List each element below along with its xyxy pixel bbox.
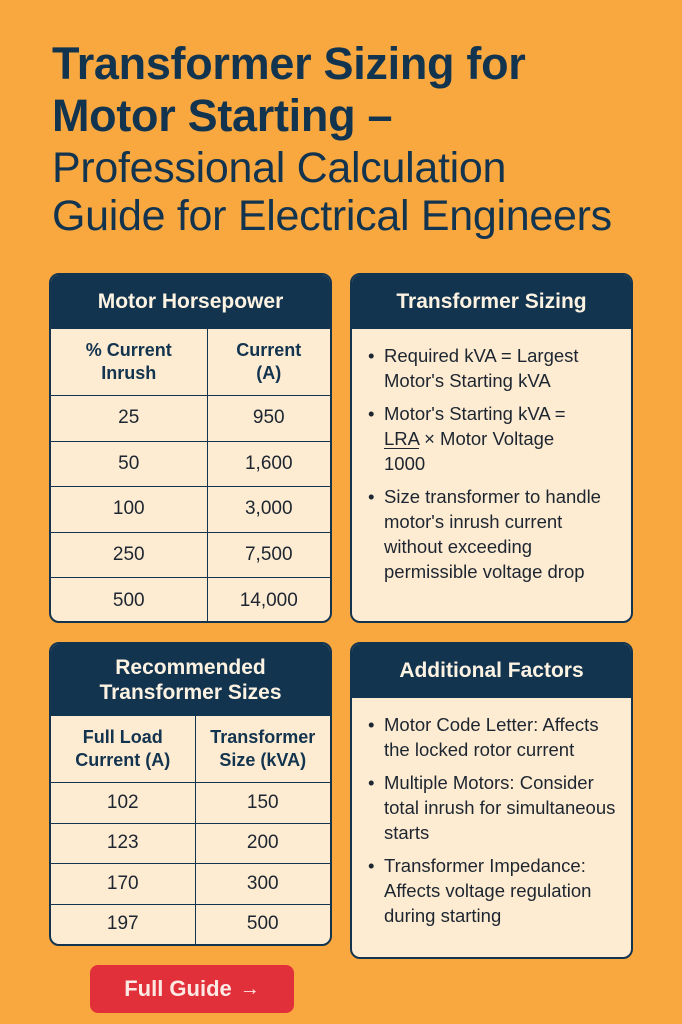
table-row — [51, 441, 330, 487]
cell-transformer-size: 300 — [195, 864, 330, 905]
transformer-sizing-card — [350, 273, 633, 623]
page-subtitle — [52, 144, 682, 240]
subtitle-line-2: Guide for Electrical Engineers — [52, 192, 612, 240]
page-title-block — [52, 38, 682, 240]
page-title — [52, 38, 682, 142]
recommended-sizes-card — [49, 642, 332, 946]
additional-factors-card — [350, 642, 633, 959]
cell-current: 7,500 — [207, 532, 330, 578]
arrow-right-icon: → — [239, 977, 260, 1000]
transformer-sizing-list — [352, 329, 631, 584]
additional-factors-list — [352, 698, 631, 928]
table-row — [51, 578, 330, 623]
cell-current: 1,600 — [207, 441, 330, 487]
additional-factors-header: Additional Factors — [352, 644, 631, 698]
cell-inrush: 50 — [51, 441, 207, 487]
subtitle-line-1: Professional Calculation — [52, 144, 507, 192]
cell-inrush: 250 — [51, 532, 207, 578]
motor-horsepower-table — [51, 329, 330, 623]
table-row — [51, 783, 330, 824]
full-guide-button[interactable] — [90, 965, 294, 1013]
column-header-full-load-current: Full Load Current (A) — [51, 716, 195, 783]
cell-current: 3,000 — [207, 487, 330, 533]
list-item: • Motor Code Letter: Affects the locked rotor current — [362, 712, 623, 762]
table-row — [51, 396, 330, 442]
cell-inrush: 500 — [51, 578, 207, 623]
cell-transformer-size: 500 — [195, 904, 330, 944]
cell-full-load-current: 170 — [51, 864, 195, 905]
table-row — [51, 487, 330, 533]
table-row — [51, 864, 330, 905]
list-item: • Required kVA = Largest Motor's Starting kVA — [362, 343, 623, 393]
cell-current: 14,000 — [207, 578, 330, 623]
list-item: • Transformer Impedance: Affects voltage regulation during starting — [362, 853, 623, 928]
formula-numerator-rest: × Motor Voltage — [418, 428, 555, 449]
column-header-inrush: % Current Inrush — [51, 329, 207, 396]
column-header-current: Current (A) — [207, 329, 330, 396]
full-guide-label: Full Guide — [124, 976, 232, 1001]
cell-full-load-current: 123 — [51, 823, 195, 864]
formula-denominator: 1000 — [384, 453, 426, 474]
table-header-row — [51, 716, 330, 783]
cell-inrush: 100 — [51, 487, 207, 533]
table-header-row — [51, 329, 330, 396]
recommended-sizes-header: Recommended Transformer Sizes — [51, 644, 330, 716]
motor-horsepower-header: Motor Horsepower — [51, 275, 330, 329]
table-row — [51, 904, 330, 944]
formula-label: Motor's Starting kVA = — [384, 403, 566, 424]
list-item: • Size transformer to handle motor's inrush current without exceeding permissible voltage drop — [362, 484, 623, 584]
recommended-sizes-table — [51, 716, 330, 944]
transformer-sizing-header: Transformer Sizing — [352, 275, 631, 329]
table-row — [51, 823, 330, 864]
cell-inrush: 25 — [51, 396, 207, 442]
column-header-transformer-size: Transformer Size (kVA) — [195, 716, 330, 783]
list-item-formula — [362, 401, 623, 476]
title-line-1: Transformer Sizing for — [52, 38, 526, 89]
title-line-2: Motor Starting – — [52, 90, 393, 141]
list-item: • Multiple Motors: Consider total inrush for simultaneous starts — [362, 770, 623, 845]
cell-current: 950 — [207, 396, 330, 442]
cell-full-load-current: 102 — [51, 783, 195, 824]
cell-transformer-size: 200 — [195, 823, 330, 864]
cell-transformer-size: 150 — [195, 783, 330, 824]
formula-numerator-lra: LRA — [384, 428, 419, 449]
motor-horsepower-card — [49, 273, 332, 623]
table-row — [51, 532, 330, 578]
cell-full-load-current: 197 — [51, 904, 195, 944]
